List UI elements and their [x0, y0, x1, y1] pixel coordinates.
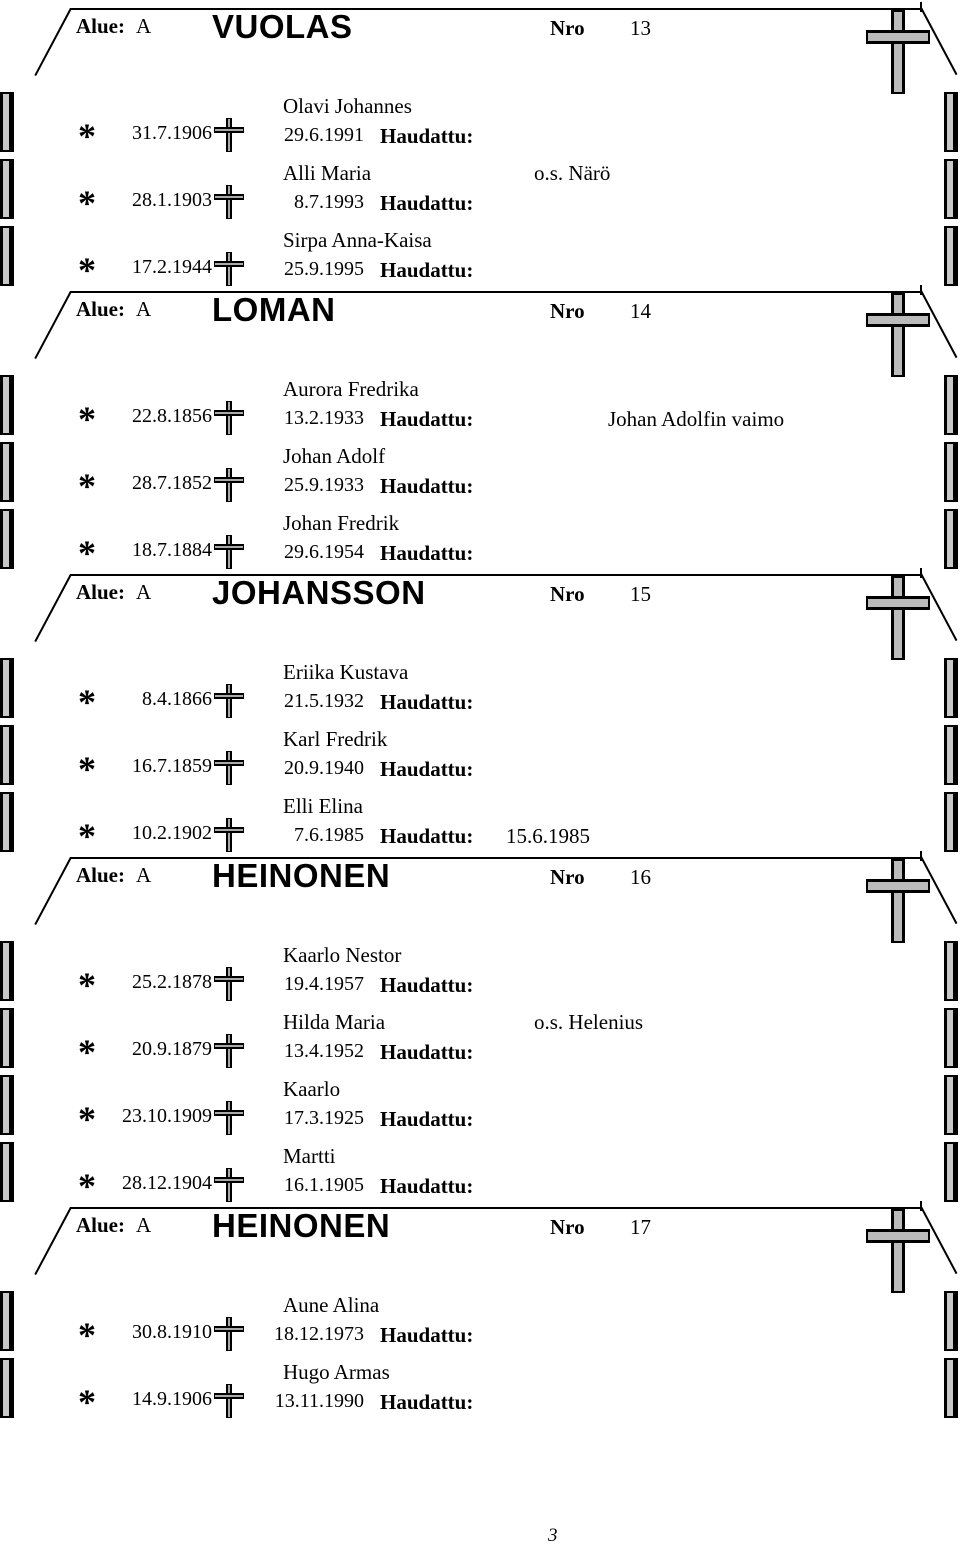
nro-value: 16 — [630, 865, 651, 889]
row-bar-right — [944, 442, 958, 502]
death-date: 13.2.1933 — [284, 407, 364, 429]
row-bar-right — [944, 941, 958, 1001]
row-bar-left — [0, 1008, 14, 1068]
person-name: Aune Alina — [283, 1293, 380, 1317]
person-name: Martti — [283, 1144, 336, 1168]
person-name: Hugo Armas — [283, 1360, 390, 1384]
death-date: 8.7.1993 — [294, 191, 364, 213]
birth-star-icon: * — [78, 965, 96, 1005]
person-note: Johan Adolfin vaimo — [608, 407, 785, 431]
header-rule — [70, 8, 922, 10]
alue-value: A — [136, 1213, 152, 1237]
birth-date: 10.2.1902 — [132, 822, 212, 844]
row-bar-left — [0, 792, 14, 852]
person-name: Kaarlo — [283, 1077, 341, 1101]
person-row — [0, 155, 960, 222]
birth-star-icon: * — [78, 1166, 96, 1206]
grave-cross-icon — [866, 293, 930, 377]
birth-star-icon: * — [78, 682, 96, 722]
person-name: Johan Fredrik — [283, 511, 400, 535]
death-date: 16.1.1905 — [284, 1174, 364, 1196]
alue-value: A — [136, 580, 152, 604]
diagonal-left — [34, 574, 71, 642]
grave-cross-icon — [866, 10, 930, 94]
alue-value: A — [136, 297, 152, 321]
person-row — [0, 505, 960, 572]
death-date: 13.11.1990 — [274, 1390, 364, 1412]
row-bar-right — [944, 92, 958, 152]
row-bar-left — [0, 1358, 14, 1418]
person-name: Hilda Maria — [283, 1010, 386, 1034]
birth-star-icon: * — [78, 250, 96, 290]
row-bar-left — [0, 1291, 14, 1351]
grave-cross-icon — [866, 576, 930, 660]
row-bar-right — [944, 509, 958, 569]
birth-star-icon: * — [78, 1315, 96, 1355]
birth-star-icon: * — [78, 116, 96, 156]
death-date: 17.3.1925 — [284, 1107, 364, 1129]
person-row — [0, 1138, 960, 1205]
row-bar-left — [0, 442, 14, 502]
nro-label: Nro — [550, 299, 585, 323]
row-bar-left — [0, 658, 14, 718]
person-name: Olavi Johannes — [283, 94, 412, 118]
death-date: 25.9.1995 — [284, 258, 364, 280]
row-bar-right — [944, 1142, 958, 1202]
nro-value: 13 — [630, 16, 651, 40]
birth-date: 30.8.1910 — [132, 1321, 212, 1343]
person-row — [0, 654, 960, 721]
death-date: 21.5.1932 — [284, 690, 364, 712]
birth-star-icon: * — [78, 399, 96, 439]
alue-label: Alue: — [76, 863, 125, 887]
buried-label: Haudattu: — [380, 407, 474, 431]
birth-star-icon: * — [78, 1032, 96, 1072]
buried-label: Haudattu: — [380, 258, 474, 282]
nro-label: Nro — [550, 865, 585, 889]
buried-label: Haudattu: — [380, 541, 474, 565]
birth-date: 25.2.1878 — [132, 971, 212, 993]
person-row — [0, 1004, 960, 1071]
death-date: 7.6.1985 — [294, 824, 364, 846]
buried-label: Haudattu: — [380, 474, 474, 498]
alue-label: Alue: — [76, 14, 125, 38]
diagonal-left — [34, 291, 71, 359]
person-row — [0, 88, 960, 155]
buried-label: Haudattu: — [380, 824, 474, 848]
death-date: 20.9.1940 — [284, 757, 364, 779]
buried-date: 15.6.1985 — [506, 824, 590, 848]
row-bar-left — [0, 159, 14, 219]
row-bar-left — [0, 1142, 14, 1202]
row-bar-right — [944, 1291, 958, 1351]
person-row — [0, 1071, 960, 1138]
alue-label: Alue: — [76, 297, 125, 321]
row-bar-right — [944, 226, 958, 286]
family-name: VUOLAS — [212, 8, 353, 45]
alue-label: Alue: — [76, 580, 125, 604]
row-bar-right — [944, 1075, 958, 1135]
alue-value: A — [136, 14, 152, 38]
nro-value: 14 — [630, 299, 651, 323]
grave-block — [0, 857, 960, 1205]
family-name: LOMAN — [212, 291, 336, 328]
person-note: o.s. Helenius — [534, 1010, 644, 1034]
row-bar-left — [0, 941, 14, 1001]
page-number: 3 — [548, 1525, 558, 1546]
header-rule — [70, 574, 922, 576]
birth-date: 22.8.1856 — [132, 405, 212, 427]
birth-star-icon: * — [78, 816, 96, 856]
person-name: Elli Elina — [283, 794, 363, 818]
buried-label: Haudattu: — [380, 1174, 474, 1198]
family-name: HEINONEN — [212, 857, 391, 894]
row-bar-left — [0, 1075, 14, 1135]
grave-block — [0, 291, 960, 572]
birth-date: 23.10.1909 — [122, 1105, 212, 1127]
person-name: Alli Maria — [283, 161, 372, 185]
birth-date: 14.9.1906 — [132, 1388, 212, 1410]
birth-date: 28.12.1904 — [122, 1172, 212, 1194]
person-row — [0, 788, 960, 855]
family-name: HEINONEN — [212, 1207, 391, 1244]
birth-date: 8.4.1866 — [142, 688, 212, 710]
header-rule — [70, 1207, 922, 1209]
birth-star-icon: * — [78, 466, 96, 506]
row-bar-left — [0, 509, 14, 569]
row-bar-right — [944, 658, 958, 718]
row-bar-right — [944, 159, 958, 219]
birth-star-icon: * — [78, 533, 96, 573]
birth-star-icon: * — [78, 1382, 96, 1422]
buried-label: Haudattu: — [380, 1107, 474, 1131]
header-rule — [70, 857, 922, 859]
grave-block — [0, 1207, 960, 1421]
grave-block — [0, 8, 960, 289]
grave-cross-icon — [866, 859, 930, 943]
death-date: 18.12.1973 — [274, 1323, 364, 1345]
person-row — [0, 937, 960, 1004]
nro-value: 17 — [630, 1215, 651, 1239]
diagonal-left — [34, 1207, 71, 1275]
birth-star-icon: * — [78, 1099, 96, 1139]
person-name: Karl Fredrik — [283, 727, 388, 751]
row-bar-left — [0, 375, 14, 435]
birth-date: 28.7.1852 — [132, 472, 212, 494]
person-row — [0, 438, 960, 505]
row-bar-left — [0, 226, 14, 286]
birth-date: 31.7.1906 — [132, 122, 212, 144]
death-date: 29.6.1954 — [284, 541, 364, 563]
row-bar-right — [944, 792, 958, 852]
person-row — [0, 721, 960, 788]
buried-label: Haudattu: — [380, 1323, 474, 1347]
buried-label: Haudattu: — [380, 690, 474, 714]
person-name: Sirpa Anna-Kaisa — [283, 228, 432, 252]
buried-label: Haudattu: — [380, 1040, 474, 1064]
person-row — [0, 371, 960, 438]
nro-label: Nro — [550, 1215, 585, 1239]
person-name: Eriika Kustava — [283, 660, 409, 684]
row-bar-right — [944, 1008, 958, 1068]
buried-label: Haudattu: — [380, 124, 474, 148]
header-rule — [70, 291, 922, 293]
nro-label: Nro — [550, 582, 585, 606]
nro-value: 15 — [630, 582, 651, 606]
row-bar-right — [944, 1358, 958, 1418]
grave-block — [0, 574, 960, 855]
death-date: 29.6.1991 — [284, 124, 364, 146]
alue-value: A — [136, 863, 152, 887]
alue-label: Alue: — [76, 1213, 125, 1237]
person-note: o.s. Närö — [534, 161, 611, 185]
nro-label: Nro — [550, 16, 585, 40]
death-date: 19.4.1957 — [284, 973, 364, 995]
row-bar-right — [944, 725, 958, 785]
person-name: Johan Adolf — [283, 444, 386, 468]
row-bar-left — [0, 92, 14, 152]
diagonal-left — [34, 8, 71, 76]
person-name: Aurora Fredrika — [283, 377, 419, 401]
buried-label: Haudattu: — [380, 973, 474, 997]
death-date: 13.4.1952 — [284, 1040, 364, 1062]
row-bar-left — [0, 725, 14, 785]
birth-date: 20.9.1879 — [132, 1038, 212, 1060]
person-row — [0, 1354, 960, 1421]
grave-cross-icon — [866, 1209, 930, 1293]
birth-date: 16.7.1859 — [132, 755, 212, 777]
buried-label: Haudattu: — [380, 1390, 474, 1414]
buried-label: Haudattu: — [380, 191, 474, 215]
row-bar-right — [944, 375, 958, 435]
person-row — [0, 1287, 960, 1354]
diagonal-left — [34, 857, 71, 925]
person-name: Kaarlo Nestor — [283, 943, 402, 967]
birth-date: 18.7.1884 — [132, 539, 212, 561]
birth-star-icon: * — [78, 749, 96, 789]
family-name: JOHANSSON — [212, 574, 426, 611]
birth-date: 17.2.1944 — [132, 256, 212, 278]
person-row — [0, 222, 960, 289]
birth-star-icon: * — [78, 183, 96, 223]
death-date: 25.9.1933 — [284, 474, 364, 496]
buried-label: Haudattu: — [380, 757, 474, 781]
birth-date: 28.1.1903 — [132, 189, 212, 211]
